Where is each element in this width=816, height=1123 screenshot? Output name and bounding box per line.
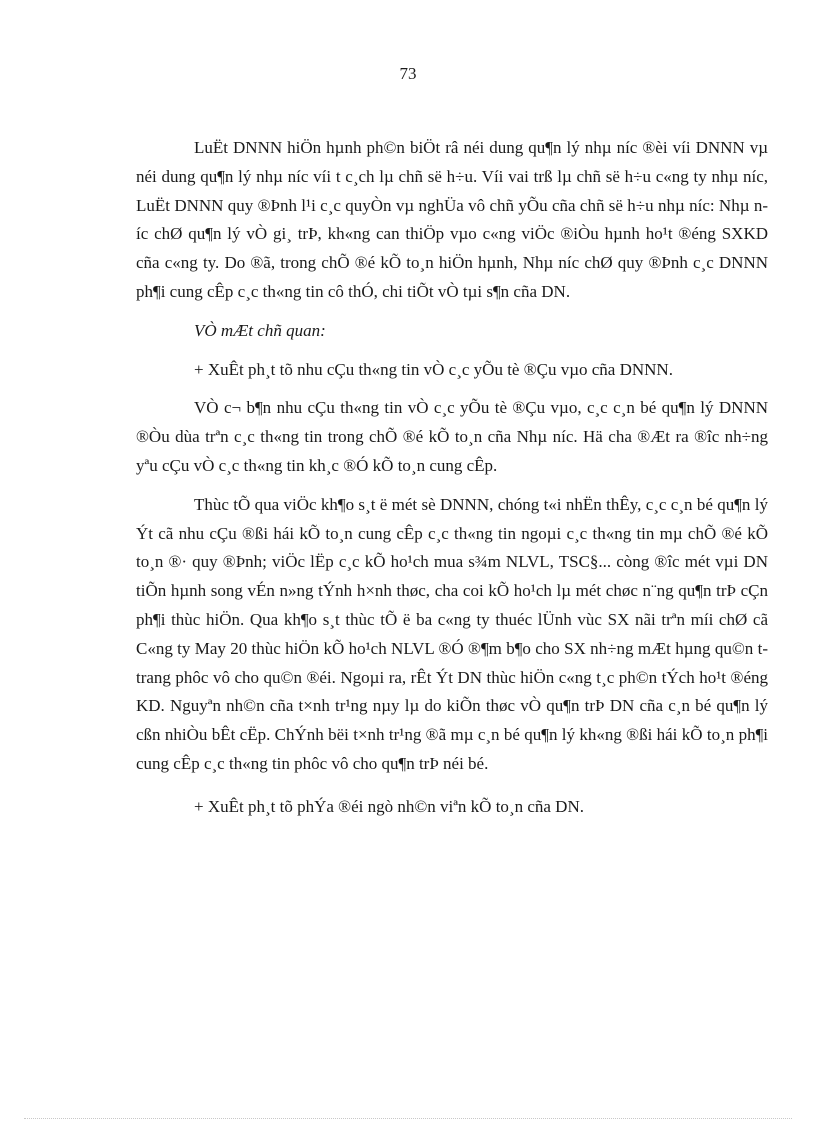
paragraph-intro: LuËt DNNN hiÖn hµnh ph©n biÖt râ néi dung qu¶n lý nhµ níc ®èi víi DNNN vµ néi dung qu¶n lý nhµ níc víi t c¸ch lµ chñ së h÷u. Víi vai trß lµ chñ së h÷u c«ng ty nhµ níc, LuËt DNNN quy ®Þnh l¹i c¸c quyÒn vµ nghÜa vô chñ yÕu cña chñ së h÷u nhµ níc: Nhµ níc chØ qu¶n lý vÒ gi¸ trÞ, kh«ng can thiÖp vµo c«ng viÖc ®iÒu hµnh ho¹t ®éng SXKD cña c«ng ty. Do ®ã, trong chÕ ®é kÕ to¸n hiÖn hµnh, Nhµ níc chØ quy ®Þnh c¸c DNNN ph¶i cung cÊp c¸c th«ng tin cô thÓ, chi tiÕt vÒ tµi s¶n cña DN. — [136, 138, 768, 301]
paragraph-bullet-input-needs: + XuÊt ph¸t tõ nhu cÇu th«ng tin vÒ c¸c yÕu tè ®Çu vµo cña DNNN. — [194, 359, 673, 379]
subheading-subjective: VÒ mÆt chñ quan: — [194, 320, 326, 340]
paragraph-input-info: VÒ c¬ b¶n nhu cÇu th«ng tin vÒ c¸c yÕu tè ®Çu vµo, c¸c c¸n bé qu¶n lý DNNN ®Òu dùa trªn c¸c th«ng tin trong chÕ ®é kÕ to¸n cña Nhµ níc. Hä cha ®Æt ra ®îc nh÷ng yªu cÇu vÒ c¸c th«ng tin kh¸c ®Ó kÕ to¸n cung cÊp. — [136, 398, 768, 475]
document-body — [136, 134, 768, 832]
paragraph-bullet-accounting-staff: + XuÊt ph¸t tõ phÝa ®éi ngò nh©n viªn kÕ to¸n cña DN. — [194, 796, 584, 816]
page-number: 73 — [399, 64, 417, 83]
paragraph-survey: Thùc tÕ qua viÖc kh¶o s¸t ë mét sè DNNN, chóng t«i nhËn thÊy, c¸c c¸n bé qu¶n lý Ýt cã nhu cÇu ®ßi hái kÕ to¸n cung cÊp c¸c th«ng tin ngoµi c¸c th«ng tin mµ chÕ ®é kÕ to¸n ®· quy ®Þnh; viÖc lËp c¸c kÕ ho¹ch mua s¾m NLVL, TSC§... còng ®îc mét vµi DN tiÕn hµnh song vÉn n»ng tÝnh h×nh thøc, cha coi kÕ ho¹ch lµ mét chøc n¨ng qu¶n trÞ cÇn ph¶i thùc hiÖn. Qua kh¶o s¸t thùc tÕ ë ba c«ng ty thuéc lÜnh vùc SX nãi trªn míi chØ cã C«ng ty May 20 thùc hiÖn kÕ ho¹ch NLVL ®Ó ®¶m b¶o cho SX nh÷ng mÆt hµng qu©n t trang phôc vô cho qu©n ®éi. Ngoµi ra, rÊt Ýt DN thùc hiÖn c«ng t¸c ph©n tÝch ho¹t ®éng KD. Nguyªn nh©n cña t×nh tr¹ng nµy lµ do kiÕn thøc vÒ qu¶n trÞ DN cña c¸n bé qu¶n lý cßn nhiÒu bÊt cËp. ChÝnh bëi t×nh tr¹ng ®ã mµ c¸n bé qu¶n lý kh«ng ®ßi hái kÕ to¸n ph¶i cung cÊp c¸c th«ng tin phôc vô cho qu¶n trÞ néi bé. — [136, 494, 768, 773]
page-bottom-divider — [24, 1118, 792, 1119]
